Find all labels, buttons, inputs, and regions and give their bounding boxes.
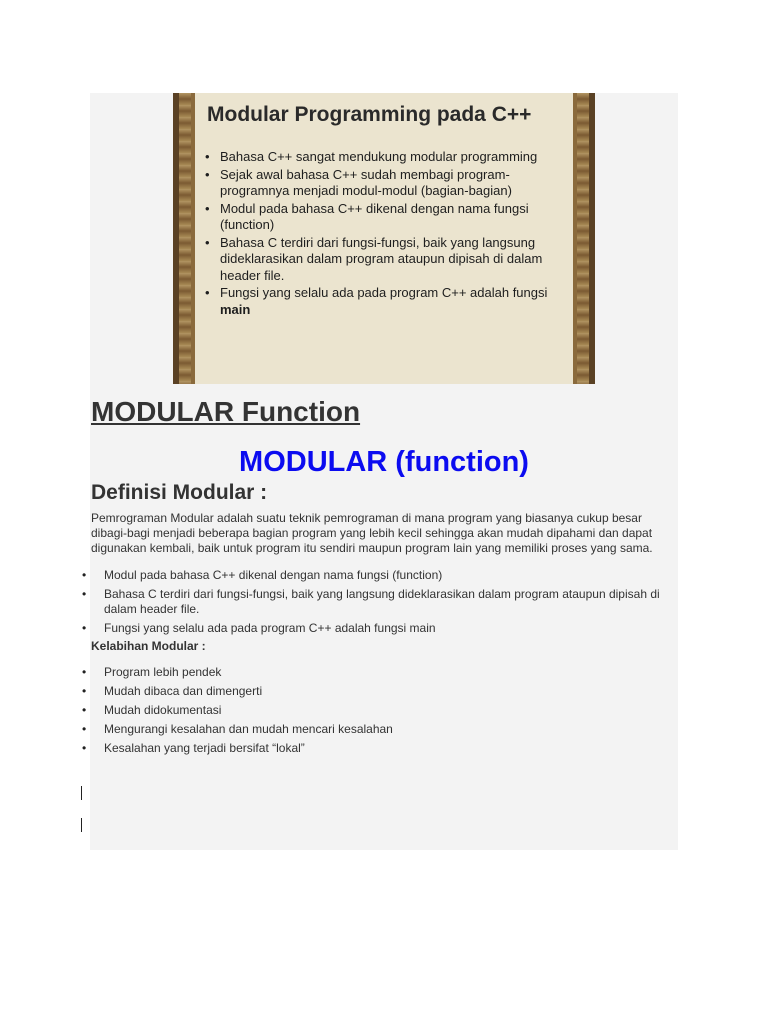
slide-bullet: • Bahasa C terdiri dari fungsi-fungsi, baik yang langsung dideklarasikan dalam program ataupun dipisah di dalam header file. xyxy=(203,235,573,285)
list-item: • Mudah dibaca dan dimengerti xyxy=(82,684,678,699)
advantages-heading: Kelabihan Modular : xyxy=(91,639,206,653)
definition-paragraph: Pemrograman Modular adalah suatu teknik pemrograman di mana program yang biasanya cukup besar dibagi-bagi menjadi beberapa bagian program yang lebih kecil sehingga akan mudah dipahami dan dapat digunakan kembali, baik untuk program itu sendiri maupun program lain yang memiliki proses yang sama. xyxy=(91,511,653,555)
center-heading: MODULAR (function) xyxy=(239,446,529,478)
slide-bullet: • Bahasa C++ sangat mendukung modular programming xyxy=(203,149,573,166)
list-item: • Mengurangi kesalahan dan mudah mencari kesalahan xyxy=(82,722,678,737)
slide-frame-left xyxy=(179,93,191,384)
slide-bullet-text: Fungsi yang selalu ada pada program C++ adalah fungsi xyxy=(220,285,548,300)
slide-bullet: • Modul pada bahasa C++ dikenal dengan nama fungsi (function) xyxy=(203,201,573,234)
slide-bullet-last xyxy=(203,285,573,318)
list-item: • Program lebih pendek xyxy=(82,665,678,680)
text-cursor[interactable] xyxy=(81,786,82,800)
list-item: • Kesalahan yang terjadi bersifat “lokal” xyxy=(82,741,678,756)
slide-image xyxy=(173,93,595,384)
list-item: • Bahasa C terdiri dari fungsi-fungsi, baik yang langsung dideklarasikan dalam program ataupun dipisah di dalam header file. xyxy=(82,587,678,617)
advantages-list xyxy=(82,665,678,760)
slide-bullet-bold: main xyxy=(220,301,251,317)
list-item: • Fungsi yang selalu ada pada program C++ adalah fungsi main xyxy=(82,621,678,636)
list-item: • Mudah didokumentasi xyxy=(82,703,678,718)
slide-title: Modular Programming pada C++ xyxy=(207,103,532,126)
slide-content xyxy=(191,93,577,384)
text-cursor[interactable] xyxy=(81,818,82,832)
page-title: MODULAR Function xyxy=(91,396,361,427)
slide-bullet: • Sejak awal bahasa C++ sudah membagi program-programnya menjadi modul-modul (bagian-bagian) xyxy=(203,167,573,200)
list-item: • Modul pada bahasa C++ dikenal dengan nama fungsi (function) xyxy=(82,568,678,583)
definition-heading: Definisi Modular : xyxy=(91,481,268,504)
slide-frame-right xyxy=(577,93,589,384)
slide-bullet-list xyxy=(203,149,573,319)
definition-list xyxy=(82,568,678,640)
